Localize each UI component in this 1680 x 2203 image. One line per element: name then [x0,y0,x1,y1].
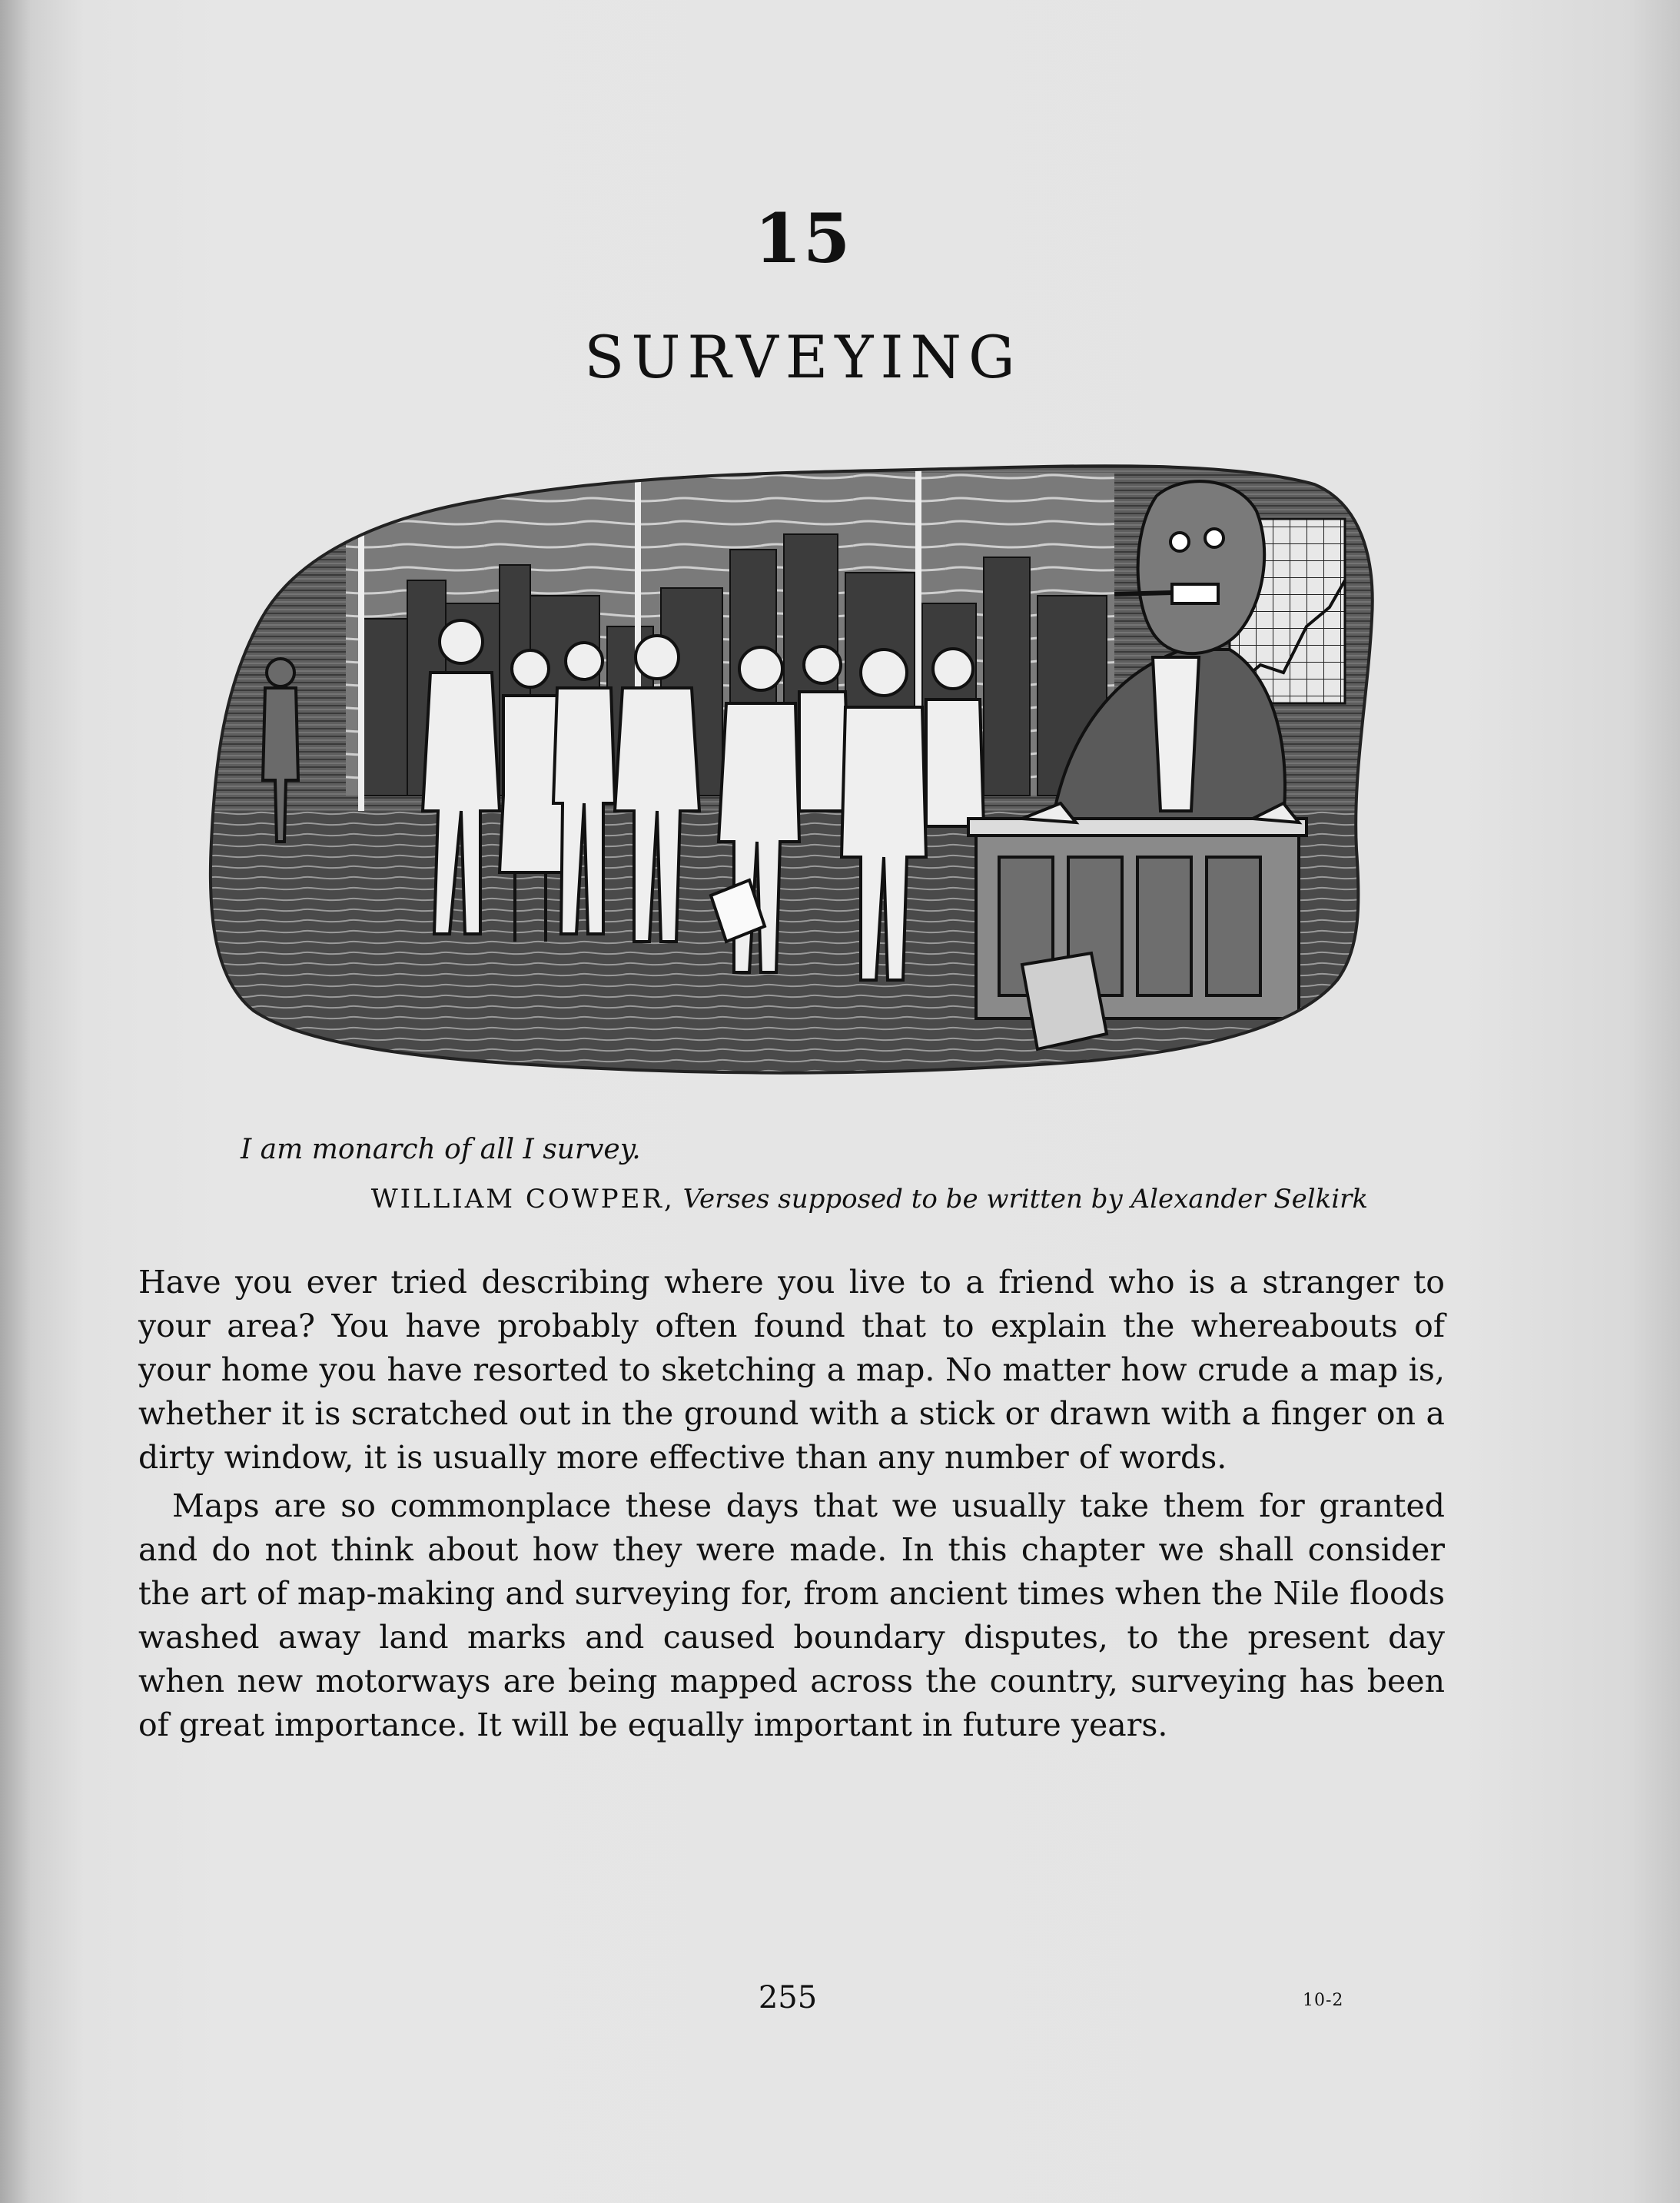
body-text [138,1261,1445,1747]
epigraph-quote: I am monarch of all I survey. [241,1134,641,1165]
epigraph-work: Verses supposed to be written by Alexander Selkirk [682,1184,1368,1214]
printer-signature: 10-2 [1303,1991,1344,2010]
paragraph-2: Maps are so commonplace these days that we usually take them for granted and do not think about how they were made. In this chapter we shall consider the art of map-making and surveying for, from ancient times when the Nile floods washed away land marks and caused boundary disputes, to the present day when new motorways are being mapped across the country, surveying has been of great importance. It will be equally important in future years. [138,1487,1445,1743]
chapter-title: SURVEYING [584,323,1022,391]
epigraph-author: WILLIAM COWPER, [370,1184,675,1214]
epigraph-attribution [0,1184,1368,1214]
paragraph-1: Have you ever tried describing where you live to a friend who is a stranger to your area? You have probably often found that to explain the whereabouts of your home you have resorted to sketching a map. No matter how crude a map is, whether it is scratched out in the ground with a stick or drawn with a finger on a dirty window, it is usually more effective than any number of words. [138,1264,1445,1476]
page-number: 255 [758,1980,818,2015]
chapter-number: 15 [754,198,852,278]
office-monarch-illustration-icon [208,442,1383,1092]
